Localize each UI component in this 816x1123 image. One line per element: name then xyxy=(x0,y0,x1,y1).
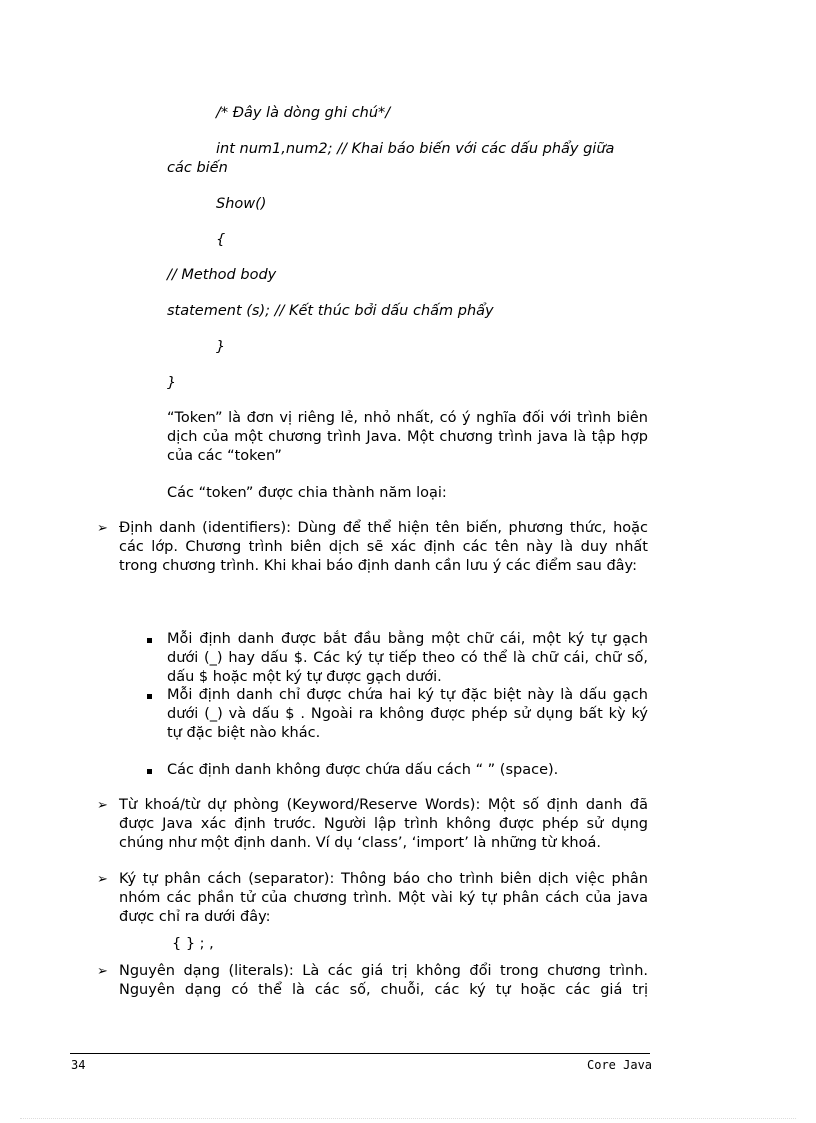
arrow-bullet-icon: ➢ xyxy=(97,521,108,536)
book-title: Core Java xyxy=(587,1058,653,1072)
arrow-bullet-icon: ➢ xyxy=(97,964,108,979)
code-method-body-comment: // Method body xyxy=(167,267,277,283)
token-definition-paragraph: “Token” là đơn vị riêng lẻ, nhỏ nhất, có ý nghĩa đối với trình biên dịch của một chương trình Java. Một chương trình java là tập hợp của các “token” xyxy=(167,410,648,464)
bullet-identifiers: Định danh (identifiers): Dùng để thể hiện tên biến, phương thức, hoặc các lớp. Chương trình biên dịch sẽ xác định các tên này là duy nhất trong chương trình. Khi khai báo định danh cần lưu ý các điểm sau đây: xyxy=(119,520,648,574)
code-declaration-continuation: các biến xyxy=(167,160,228,176)
square-bullet-icon xyxy=(147,638,152,643)
page-number: 34 xyxy=(71,1058,86,1072)
arrow-bullet-icon: ➢ xyxy=(97,872,108,887)
arrow-bullet-icon: ➢ xyxy=(97,798,108,813)
code-open-brace: { xyxy=(216,232,226,248)
code-statement-line: statement (s); // Kết thúc bởi dấu chấm phẩy xyxy=(167,303,494,319)
bullet-keywords: Từ khoá/từ dự phòng (Keyword/Reserve Words): Một số định danh đã được Java xác định trước. Người lập trình không được phép sử dụng chúng như một định danh. Ví dụ ‘class’, ‘import’ là những từ khoá. xyxy=(119,797,648,851)
separator-characters: { } ; , xyxy=(172,936,214,952)
identifier-rule-3: Các định danh không được chứa dấu cách “ ” (space). xyxy=(167,762,559,778)
code-close-brace-outer: } xyxy=(167,375,177,391)
code-comment-line: /* Đây là dòng ghi chú*/ xyxy=(216,105,391,121)
page-bottom-edge xyxy=(20,1118,796,1119)
identifier-rule-2: Mỗi định danh chỉ được chứa hai ký tự đặc biệt này là dấu gạch dưới (_) và dấu $ . Ngoài ra không được phép sử dụng bất kỳ ký tự đặc biệt nào khác. xyxy=(167,687,648,741)
bullet-literals: Nguyên dạng (literals): Là các giá trị không đổi trong chương trình. Nguyên dạng có thể là các số, chuỗi, các ký tự hoặc các giá trị xyxy=(119,963,648,998)
footer-rule xyxy=(70,1053,650,1054)
square-bullet-icon xyxy=(147,769,152,774)
code-close-brace-inner: } xyxy=(216,339,226,355)
token-types-paragraph: Các “token” được chia thành năm loại: xyxy=(167,485,447,501)
bullet-separators: Ký tự phân cách (separator): Thông báo cho trình biên dịch việc phân nhóm các phần tử của chương trình. Một vài ký tự phân cách của java được chỉ ra dưới đây: xyxy=(119,871,648,925)
identifier-rule-1: Mỗi định danh được bắt đầu bằng một chữ cái, một ký tự gạch dưới (_) hay dấu $. Các ký tự tiếp theo có thể là chữ cái, chữ số, dấu $ hoặc một ký tự được gạch dưới. xyxy=(167,631,648,685)
square-bullet-icon xyxy=(147,694,152,699)
code-declaration-line: int num1,num2; // Khai báo biến với các dấu phẩy giữa xyxy=(216,141,615,157)
code-show-method: Show() xyxy=(216,196,267,212)
